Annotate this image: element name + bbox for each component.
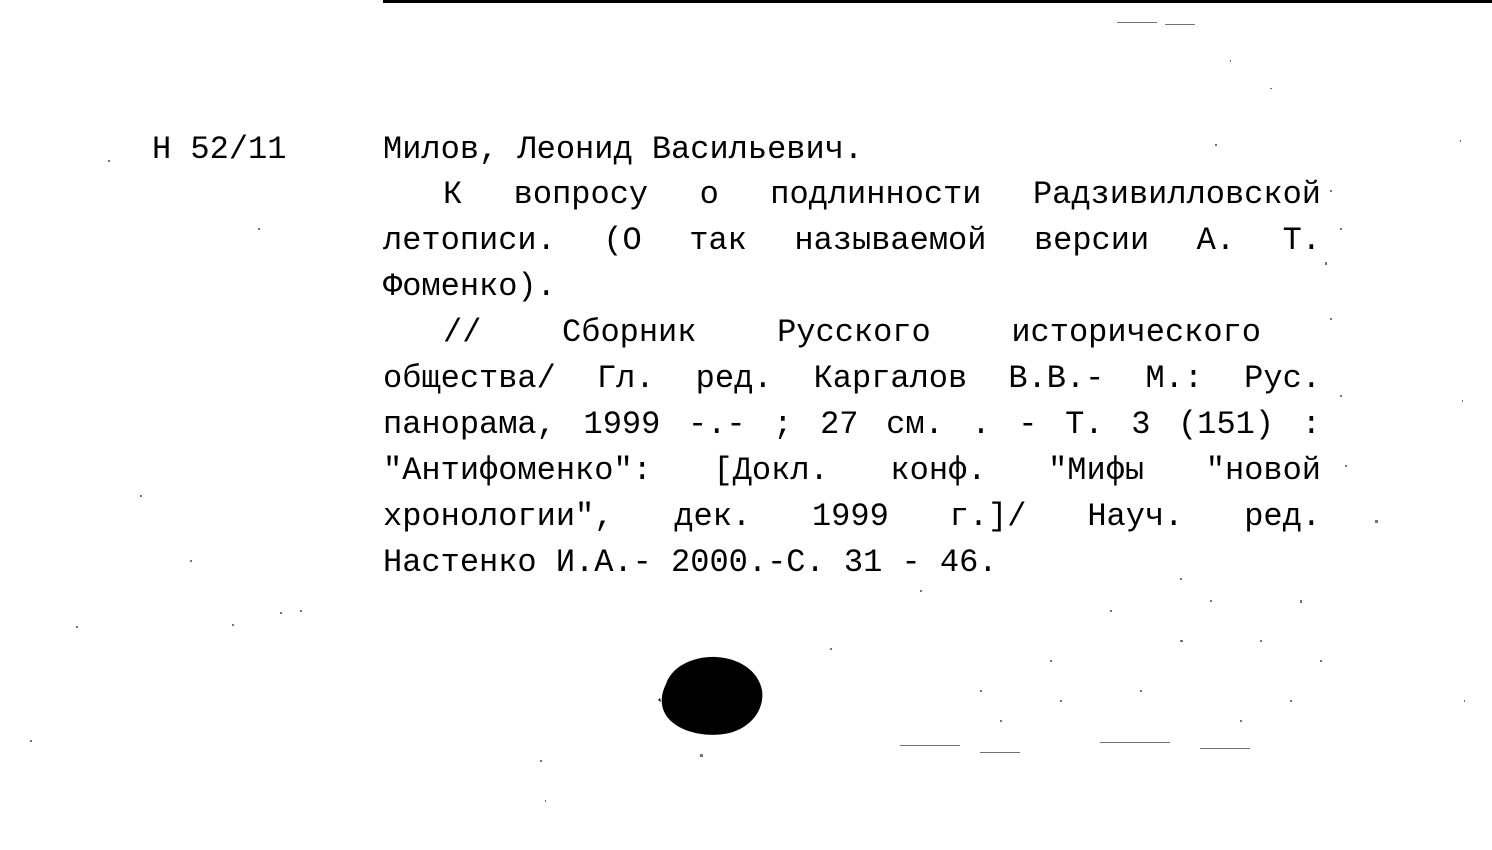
- word: исторического: [1011, 314, 1261, 351]
- word: -.-: [687, 406, 746, 443]
- word: "новой: [1205, 452, 1321, 489]
- word: ред.: [695, 360, 773, 397]
- source-line-5: [383, 494, 1321, 540]
- word: Сборник: [562, 314, 697, 351]
- word: называемой: [794, 222, 987, 259]
- word: 1999: [811, 498, 889, 535]
- title-line-3: Фоменко).: [383, 268, 556, 305]
- word: М.:: [1145, 360, 1204, 397]
- shelfmark: Н 52/11: [152, 131, 287, 168]
- word: Русского: [777, 314, 931, 351]
- word: г.]/: [949, 498, 1027, 535]
- word: 1999: [583, 406, 661, 443]
- word: (О: [603, 222, 642, 259]
- source-line-1: [383, 310, 1261, 356]
- word: конф.: [890, 452, 987, 489]
- word: см.: [886, 406, 944, 443]
- author-heading: Милов, Леонид Васильевич.: [383, 131, 864, 168]
- source-line-6: Настенко И.А.- 2000.-С. 31 - 46.: [383, 544, 998, 581]
- word: 3: [1131, 406, 1151, 443]
- word: подлинности: [770, 176, 982, 213]
- word: о: [699, 176, 719, 213]
- word: ;: [773, 406, 793, 443]
- ink-blot: [658, 654, 764, 736]
- word: К: [443, 176, 463, 213]
- word: общества/: [383, 360, 556, 397]
- word: Т.: [1282, 222, 1321, 259]
- word: Рус.: [1244, 360, 1321, 397]
- word: дек.: [674, 498, 752, 535]
- word: Т.: [1065, 406, 1104, 443]
- word: А.: [1196, 222, 1236, 259]
- word: Радзивилловской: [1032, 176, 1321, 213]
- source-line-3: [383, 402, 1321, 448]
- word: :: [1301, 406, 1321, 443]
- word: Гл.: [596, 360, 655, 397]
- word: //: [443, 314, 482, 351]
- word: летописи.: [383, 222, 556, 259]
- title-line-1: [383, 172, 1321, 218]
- word: "Мифы: [1048, 452, 1145, 489]
- word: (151): [1178, 406, 1275, 443]
- source-line-2: [383, 356, 1321, 402]
- word: панорама,: [383, 406, 556, 443]
- word: "Антифоменко":: [383, 452, 652, 489]
- word: Каргалов: [813, 360, 968, 397]
- source-line-4: [383, 448, 1321, 494]
- word: .: [971, 406, 991, 443]
- word: хронологии",: [383, 498, 614, 535]
- word: версии: [1033, 222, 1150, 259]
- word: Науч.: [1087, 498, 1184, 535]
- word: -: [1018, 406, 1038, 443]
- word: В.В.-: [1008, 360, 1105, 397]
- word: 27: [820, 406, 859, 443]
- word: вопросу: [513, 176, 649, 213]
- title-line-2: [383, 218, 1321, 264]
- word: ред.: [1244, 498, 1321, 535]
- word: [Докл.: [713, 452, 829, 489]
- word: так: [689, 222, 747, 259]
- card-top-border: [383, 0, 1492, 3]
